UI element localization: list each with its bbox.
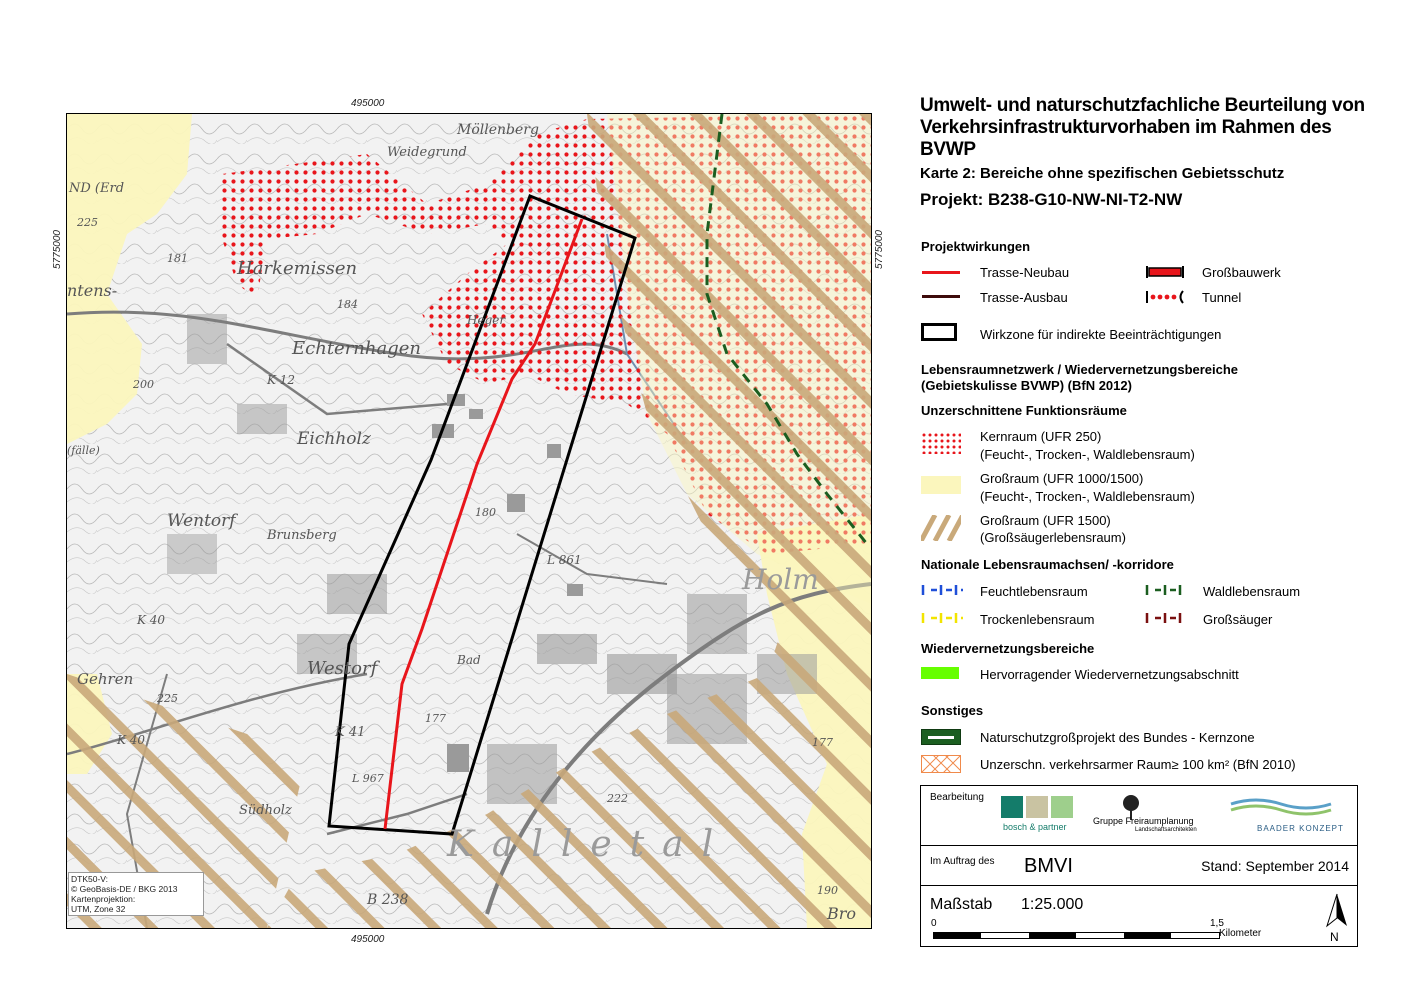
saeuger-swatch — [1145, 611, 1187, 625]
baader-logo-icon — [1226, 796, 1336, 816]
credit-line: Kartenprojektion: — [71, 894, 136, 904]
tunnel-icon — [1145, 289, 1185, 305]
map-label: 177 — [425, 712, 446, 725]
map-label: Bad — [457, 653, 481, 667]
client-label: BMVI — [1024, 855, 1073, 877]
map-label: L 861 — [547, 553, 582, 567]
wald-label: Waldlebensraum — [1203, 584, 1301, 599]
grossraum-label-sub: (Feucht-, Trocken-, Waldlebensraum) — [980, 489, 1195, 504]
massstab-label: Maßstab — [930, 896, 993, 913]
trasse-neubau-label: Trasse-Neubau — [980, 265, 1070, 280]
map-label: Brunsberg — [267, 528, 337, 543]
map-label: ntens- — [67, 281, 118, 300]
north-label: N — [1330, 930, 1339, 944]
trocken-label: Trockenlebensraum — [980, 612, 1095, 627]
bearbeitung-box — [920, 785, 1358, 847]
map-label: 225 — [157, 692, 178, 705]
stand-label: Stand: September 2014 — [1201, 858, 1349, 874]
scale-bar — [933, 932, 1220, 939]
legend-panel — [920, 95, 1365, 210]
wirkzone-label: Wirkzone für indirekte Beeinträchtigungen — [980, 327, 1222, 342]
projektwirkungen-heading: Projektwirkungen — [921, 239, 1031, 254]
map-canvas[interactable] — [67, 114, 871, 928]
map-label: Kalletal — [447, 824, 732, 865]
coord-bottom: 495000 — [351, 934, 385, 945]
bosch-logo-block — [1001, 796, 1023, 818]
trasse-ausbau-swatch — [922, 295, 960, 298]
map-label: Weidegrund — [387, 145, 467, 160]
grossraum-label: Großraum (UFR 1000/1500) — [980, 471, 1144, 486]
trasse-neubau-swatch — [922, 271, 960, 274]
map-label: K 40 — [137, 613, 166, 627]
map-label: 177 — [812, 736, 833, 749]
coord-left: 5775000 — [52, 230, 63, 269]
org1-label: bosch & partner — [1003, 822, 1067, 832]
wirkzone-swatch — [921, 323, 957, 341]
map-label: Möllenberg — [457, 122, 539, 138]
grossraum-swatch — [921, 476, 961, 494]
kernraum-label-sub: (Feucht-, Trocken-, Waldlebensraum) — [980, 447, 1195, 462]
lebensraum-heading: Lebensraumnetzwerk / Wiedervernetzungsbereiche — [921, 362, 1239, 377]
map-label: Echternhagen — [292, 338, 421, 359]
map-label: 181 — [167, 252, 188, 265]
map-label: (fälle) — [67, 444, 100, 457]
map-label: ND (Erd — [69, 181, 125, 196]
scale-start: 0 — [931, 918, 937, 929]
map-credit — [68, 872, 204, 916]
uzvr-label: Unzerschn. verkehrsarmer Raum≥ 100 km² (BfN 2010) — [980, 757, 1296, 772]
bearbeitung-label: Bearbeitung — [930, 792, 984, 803]
ngp-label: Naturschutzgroßprojekt des Bundes - Kernzone — [980, 730, 1255, 745]
coord-top: 495000 — [351, 98, 385, 109]
map-label: K 41 — [335, 725, 366, 740]
ngp-swatch — [921, 729, 961, 745]
ufr-heading: Unzerschnittene Funktionsräume — [921, 403, 1127, 418]
trocken-swatch — [921, 611, 963, 625]
auftrag-label: Im Auftrag des — [930, 856, 995, 867]
map-label: 222 — [607, 792, 628, 805]
map-label: Eichholz — [297, 429, 371, 449]
scale-end: 1,5 — [1210, 918, 1224, 929]
wald-swatch — [1145, 583, 1187, 597]
feucht-label: Feuchtlebensraum — [980, 584, 1088, 599]
map-label: B 238 — [367, 892, 409, 908]
map-label: K 40 — [117, 733, 146, 747]
coord-right: 5775000 — [874, 230, 885, 269]
credit-line: DTK50-V: — [71, 874, 109, 884]
scale-ratio: 1:25.000 — [1021, 896, 1084, 913]
map-label: 225 — [77, 216, 98, 229]
map-label: 184 — [337, 298, 358, 311]
map-label: Harkemissen — [237, 258, 358, 279]
wieder-heading: Wiedervernetzungsbereiche — [921, 641, 1095, 656]
wieder-label: Hervorragender Wiedervernetzungsabschnitt — [980, 667, 1239, 682]
map-label: Südholz — [239, 803, 292, 818]
org2-label: Gruppe Freiraumplanung — [1093, 816, 1194, 826]
grossraum-saeuger-label: Großraum (UFR 1500) — [980, 513, 1111, 528]
map-label: Westorf — [307, 658, 378, 679]
kernraum-label: Kernraum (UFR 250) — [980, 429, 1102, 444]
kernraum-swatch — [921, 432, 961, 454]
scale-unit: Kilometer — [1219, 928, 1262, 939]
uzvr-swatch — [921, 755, 961, 773]
map-label: 180 — [475, 506, 496, 519]
scale-box — [920, 885, 1358, 947]
map-label: 190 — [817, 884, 838, 897]
bosch-logo-block — [1051, 796, 1073, 818]
saeuger-label: Großsäuger — [1203, 612, 1273, 627]
north-arrow-icon — [1325, 892, 1349, 930]
grossbauwerk-icon — [1145, 264, 1185, 280]
org2-sub-label: Landschaftsarchitekten — [1135, 827, 1197, 833]
map-title: Karte 2: Bereiche ohne spezifischen Gebietsschutz — [920, 165, 1285, 182]
grossraum-saeuger-label-sub: (Großsäugerlebensraum) — [980, 530, 1126, 545]
achsen-heading: Nationale Lebensraumachsen/ -korridore — [921, 557, 1174, 572]
map-label: Bro — [827, 904, 857, 923]
map-label: Wentorf — [167, 511, 236, 531]
bosch-logo-block — [1026, 796, 1048, 818]
map-label: Heger — [467, 313, 506, 327]
map-label: 200 — [133, 378, 154, 391]
grossraum-saeuger-swatch — [921, 515, 961, 541]
project-id: Projekt: B238-G10-NW-NI-T2-NW — [920, 190, 1183, 209]
map-frame[interactable] — [66, 113, 872, 929]
grossbauwerk-label: Großbauwerk — [1202, 265, 1281, 280]
trasse-ausbau-label: Trasse-Ausbau — [980, 290, 1068, 305]
auftrag-box — [920, 845, 1358, 887]
map-label: L 967 — [352, 772, 384, 785]
lebensraum-heading-source: (Gebietskulisse BVWP) (BfN 2012) — [921, 378, 1132, 393]
credit-line: © GeoBasis-DE / BKG 2013 — [71, 884, 178, 894]
wieder-swatch — [921, 667, 959, 679]
org3-label: BAADER KONZEPT — [1257, 824, 1344, 833]
map-label: Holm — [742, 563, 819, 596]
credit-line: UTM, Zone 32 — [71, 904, 126, 914]
map-label: K 12 — [267, 373, 296, 387]
feucht-swatch — [921, 583, 963, 597]
map-label: Gehren — [77, 670, 134, 688]
tunnel-label: Tunnel — [1202, 290, 1242, 305]
sonstiges-heading: Sonstiges — [921, 703, 984, 718]
legend-title: Umwelt- und naturschutzfachliche Beurteilung von Verkehrsinfrastrukturvorhaben im Rahmen des BVWP — [920, 95, 1365, 160]
